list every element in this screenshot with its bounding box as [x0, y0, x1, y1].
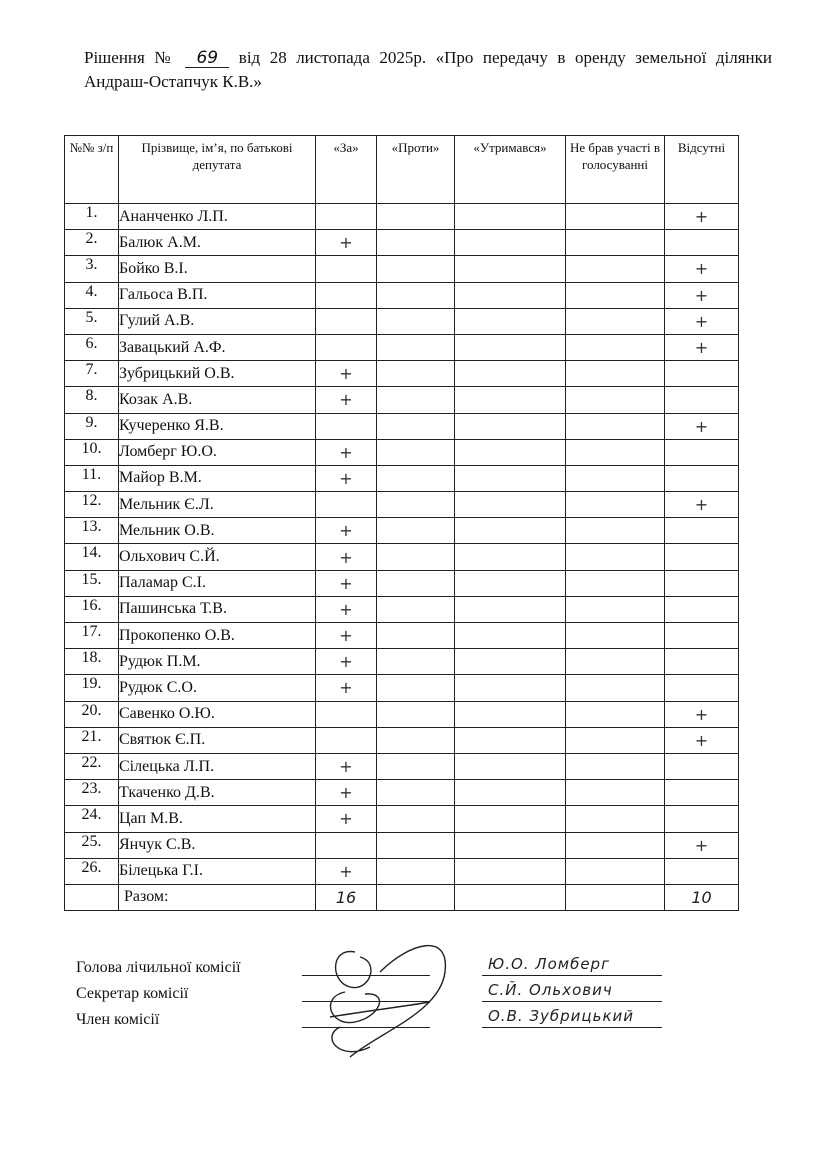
vote-ne-brav [566, 230, 665, 256]
deputy-name: Майор В.М. [119, 465, 316, 491]
vote-utrymavsia [455, 518, 566, 544]
vote-utrymavsia [455, 832, 566, 858]
deputy-name: Мельник Є.Л. [119, 492, 316, 518]
vote-ne-brav [566, 701, 665, 727]
vote-absent [665, 753, 739, 779]
vote-proty [377, 858, 455, 884]
table-row [65, 570, 739, 596]
signature-line [302, 1027, 430, 1028]
vote-utrymavsia [455, 675, 566, 701]
vote-absent [665, 544, 739, 570]
vote-za: + [316, 439, 377, 465]
col-header: Прізвище, ім’я, по батькові депутата [119, 136, 316, 204]
vote-za [316, 334, 377, 360]
total-label: Разом: [119, 884, 316, 910]
signature-line [302, 975, 430, 976]
table-row [65, 282, 739, 308]
signature-row [76, 981, 736, 1007]
deputy-name: Козак А.В. [119, 387, 316, 413]
decision-prefix: Рішення № [84, 48, 176, 67]
decision-number: 69 [185, 50, 229, 68]
vote-absent: + [665, 308, 739, 334]
vote-absent [665, 649, 739, 675]
row-number: 19. [65, 675, 119, 701]
col-header: «Проти» [377, 136, 455, 204]
table-row [65, 753, 739, 779]
vote-proty [377, 544, 455, 570]
vote-proty [377, 439, 455, 465]
vote-utrymavsia [455, 492, 566, 518]
vote-za: + [316, 806, 377, 832]
col-header: Відсутні [665, 136, 739, 204]
signature-role: Секретар комісії [76, 985, 189, 1002]
row-number: 2. [65, 230, 119, 256]
table-row [65, 256, 739, 282]
vote-proty [377, 806, 455, 832]
vote-za [316, 204, 377, 230]
vote-za: + [316, 649, 377, 675]
table-row [65, 308, 739, 334]
vote-za [316, 701, 377, 727]
vote-za: + [316, 387, 377, 413]
row-number: 25. [65, 832, 119, 858]
handwritten-name: О.В. Зубрицький [488, 1007, 635, 1025]
vote-utrymavsia [455, 334, 566, 360]
vote-utrymavsia [455, 230, 566, 256]
row-number: 22. [65, 753, 119, 779]
vote-utrymavsia [455, 701, 566, 727]
deputy-name: Савенко О.Ю. [119, 701, 316, 727]
table-header-row [65, 136, 739, 204]
vote-proty [377, 570, 455, 596]
deputy-name: Рудюк П.М. [119, 649, 316, 675]
vote-absent [665, 518, 739, 544]
row-number: 10. [65, 439, 119, 465]
vote-proty [377, 701, 455, 727]
row-number: 23. [65, 780, 119, 806]
deputy-name: Янчук С.В. [119, 832, 316, 858]
vote-utrymavsia [455, 204, 566, 230]
table-row [65, 465, 739, 491]
vote-proty [377, 256, 455, 282]
vote-utrymavsia [455, 387, 566, 413]
deputy-name: Мельник О.В. [119, 518, 316, 544]
signature-row [76, 955, 736, 981]
deputy-name: Гальоса В.П. [119, 282, 316, 308]
table-row [65, 701, 739, 727]
col-header: «За» [316, 136, 377, 204]
row-number: 16. [65, 596, 119, 622]
voting-table [64, 135, 739, 911]
vote-absent [665, 230, 739, 256]
deputy-name: Кучеренко Я.В. [119, 413, 316, 439]
vote-proty [377, 518, 455, 544]
row-number: 12. [65, 492, 119, 518]
vote-proty [377, 334, 455, 360]
vote-proty [377, 204, 455, 230]
table-row [65, 596, 739, 622]
vote-za: + [316, 465, 377, 491]
vote-ne-brav [566, 308, 665, 334]
vote-absent [665, 780, 739, 806]
deputy-name: Рудюк С.О. [119, 675, 316, 701]
vote-ne-brav [566, 256, 665, 282]
vote-utrymavsia [455, 439, 566, 465]
row-number: 26. [65, 858, 119, 884]
vote-ne-brav [566, 544, 665, 570]
vote-za [316, 282, 377, 308]
total-absent: 10 [665, 884, 739, 910]
vote-proty [377, 675, 455, 701]
vote-utrymavsia [455, 465, 566, 491]
table-row [65, 334, 739, 360]
deputy-name: Бойко В.І. [119, 256, 316, 282]
vote-absent [665, 806, 739, 832]
total-za: 16 [316, 884, 377, 910]
vote-ne-brav [566, 465, 665, 491]
vote-proty [377, 387, 455, 413]
vote-ne-brav [566, 204, 665, 230]
table-row [65, 204, 739, 230]
vote-ne-brav [566, 675, 665, 701]
vote-ne-brav [566, 492, 665, 518]
table-row [65, 858, 739, 884]
deputy-name: Зубрицький О.В. [119, 361, 316, 387]
vote-ne-brav [566, 649, 665, 675]
vote-proty [377, 308, 455, 334]
vote-ne-brav [566, 413, 665, 439]
vote-absent: + [665, 832, 739, 858]
table-row [65, 387, 739, 413]
vote-absent: + [665, 334, 739, 360]
vote-za [316, 413, 377, 439]
vote-utrymavsia [455, 544, 566, 570]
vote-absent [665, 596, 739, 622]
vote-utrymavsia [455, 780, 566, 806]
vote-absent: + [665, 492, 739, 518]
vote-za: + [316, 361, 377, 387]
table-row [65, 492, 739, 518]
vote-utrymavsia [455, 413, 566, 439]
deputy-name: Завацький А.Ф. [119, 334, 316, 360]
vote-proty [377, 832, 455, 858]
vote-utrymavsia [455, 361, 566, 387]
table-row [65, 361, 739, 387]
vote-absent: + [665, 701, 739, 727]
vote-absent [665, 570, 739, 596]
vote-absent [665, 465, 739, 491]
table-row [65, 623, 739, 649]
vote-utrymavsia [455, 308, 566, 334]
table-row [65, 518, 739, 544]
vote-absent: + [665, 204, 739, 230]
vote-ne-brav [566, 334, 665, 360]
vote-za [316, 727, 377, 753]
signature-row [76, 1007, 736, 1033]
table-row [65, 439, 739, 465]
row-number: 11. [65, 465, 119, 491]
table-row [65, 544, 739, 570]
vote-za [316, 256, 377, 282]
name-line [482, 975, 662, 976]
signature-role: Член комісії [76, 1011, 160, 1028]
deputy-name: Ломберг Ю.О. [119, 439, 316, 465]
vote-za: + [316, 780, 377, 806]
vote-za: + [316, 570, 377, 596]
signature-line [302, 1001, 430, 1002]
table-row [65, 727, 739, 753]
vote-ne-brav [566, 832, 665, 858]
vote-za [316, 832, 377, 858]
total-ne-brav [566, 884, 665, 910]
vote-utrymavsia [455, 753, 566, 779]
total-proty [377, 884, 455, 910]
vote-utrymavsia [455, 727, 566, 753]
vote-utrymavsia [455, 649, 566, 675]
vote-utrymavsia [455, 596, 566, 622]
deputy-name: Сілецька Л.П. [119, 753, 316, 779]
vote-utrymavsia [455, 858, 566, 884]
table-row [65, 230, 739, 256]
row-number: 24. [65, 806, 119, 832]
vote-proty [377, 413, 455, 439]
vote-za: + [316, 623, 377, 649]
deputy-name: Ольхович С.Й. [119, 544, 316, 570]
vote-proty [377, 465, 455, 491]
vote-za: + [316, 518, 377, 544]
vote-proty [377, 780, 455, 806]
vote-proty [377, 727, 455, 753]
row-number: 18. [65, 649, 119, 675]
vote-za: + [316, 858, 377, 884]
signature-role: Голова лічильної комісії [76, 959, 241, 976]
row-number: 15. [65, 570, 119, 596]
vote-za: + [316, 544, 377, 570]
row-number: 17. [65, 623, 119, 649]
vote-ne-brav [566, 439, 665, 465]
decision-title: від 28 листопада 2025р. «Про передачу в оренду земельної ділянки Андраш-Остапчук К.В.» [84, 48, 772, 91]
vote-ne-brav [566, 753, 665, 779]
vote-absent: + [665, 256, 739, 282]
handwritten-name: С.Й. Ольхович [488, 981, 613, 999]
row-number: 1. [65, 204, 119, 230]
row-number: 14. [65, 544, 119, 570]
row-number: 21. [65, 727, 119, 753]
deputy-name: Гулий А.В. [119, 308, 316, 334]
row-number: 3. [65, 256, 119, 282]
table-row [65, 675, 739, 701]
deputy-name: Пашинська Т.В. [119, 596, 316, 622]
vote-ne-brav [566, 727, 665, 753]
row-number: 4. [65, 282, 119, 308]
row-number: 20. [65, 701, 119, 727]
vote-proty [377, 282, 455, 308]
vote-absent [665, 387, 739, 413]
vote-absent [665, 623, 739, 649]
vote-utrymavsia [455, 256, 566, 282]
table-row [65, 413, 739, 439]
vote-absent [665, 439, 739, 465]
vote-za: + [316, 596, 377, 622]
name-line [482, 1001, 662, 1002]
vote-ne-brav [566, 858, 665, 884]
deputy-name: Паламар С.І. [119, 570, 316, 596]
row-number: 9. [65, 413, 119, 439]
vote-ne-brav [566, 596, 665, 622]
row-number: 5. [65, 308, 119, 334]
vote-proty [377, 492, 455, 518]
vote-proty [377, 623, 455, 649]
vote-za: + [316, 230, 377, 256]
vote-ne-brav [566, 570, 665, 596]
row-number: 13. [65, 518, 119, 544]
col-header: «Утримався» [455, 136, 566, 204]
vote-za: + [316, 675, 377, 701]
handwritten-name: Ю.О. Ломберг [488, 955, 610, 973]
table-row [65, 832, 739, 858]
row-number: 8. [65, 387, 119, 413]
vote-utrymavsia [455, 282, 566, 308]
deputy-name: Цап М.В. [119, 806, 316, 832]
deputy-name: Прокопенко О.В. [119, 623, 316, 649]
total-num [65, 884, 119, 910]
vote-ne-brav [566, 282, 665, 308]
document-header [84, 46, 772, 94]
deputy-name: Ананченко Л.П. [119, 204, 316, 230]
vote-za [316, 308, 377, 334]
row-number: 7. [65, 361, 119, 387]
table-row [65, 806, 739, 832]
deputy-name: Білецька Г.І. [119, 858, 316, 884]
vote-utrymavsia [455, 623, 566, 649]
col-header: №№ з/п [65, 136, 119, 204]
vote-za [316, 492, 377, 518]
deputy-name: Балюк А.М. [119, 230, 316, 256]
deputy-name: Ткаченко Д.В. [119, 780, 316, 806]
vote-utrymavsia [455, 570, 566, 596]
vote-proty [377, 361, 455, 387]
vote-ne-brav [566, 387, 665, 413]
row-number: 6. [65, 334, 119, 360]
vote-absent [665, 858, 739, 884]
vote-proty [377, 753, 455, 779]
name-line [482, 1027, 662, 1028]
vote-absent [665, 675, 739, 701]
vote-proty [377, 596, 455, 622]
table-row [65, 649, 739, 675]
vote-absent: + [665, 413, 739, 439]
table-row [65, 780, 739, 806]
total-row [65, 884, 739, 910]
col-header: Не брав участі в голосуванні [566, 136, 665, 204]
vote-absent [665, 361, 739, 387]
signature-block [76, 955, 736, 1065]
deputy-name: Святюк Є.П. [119, 727, 316, 753]
vote-absent: + [665, 727, 739, 753]
vote-ne-brav [566, 361, 665, 387]
vote-proty [377, 649, 455, 675]
vote-ne-brav [566, 623, 665, 649]
vote-ne-brav [566, 518, 665, 544]
vote-ne-brav [566, 806, 665, 832]
vote-za: + [316, 753, 377, 779]
vote-utrymavsia [455, 806, 566, 832]
vote-proty [377, 230, 455, 256]
vote-ne-brav [566, 780, 665, 806]
vote-absent: + [665, 282, 739, 308]
total-utrymavsia [455, 884, 566, 910]
